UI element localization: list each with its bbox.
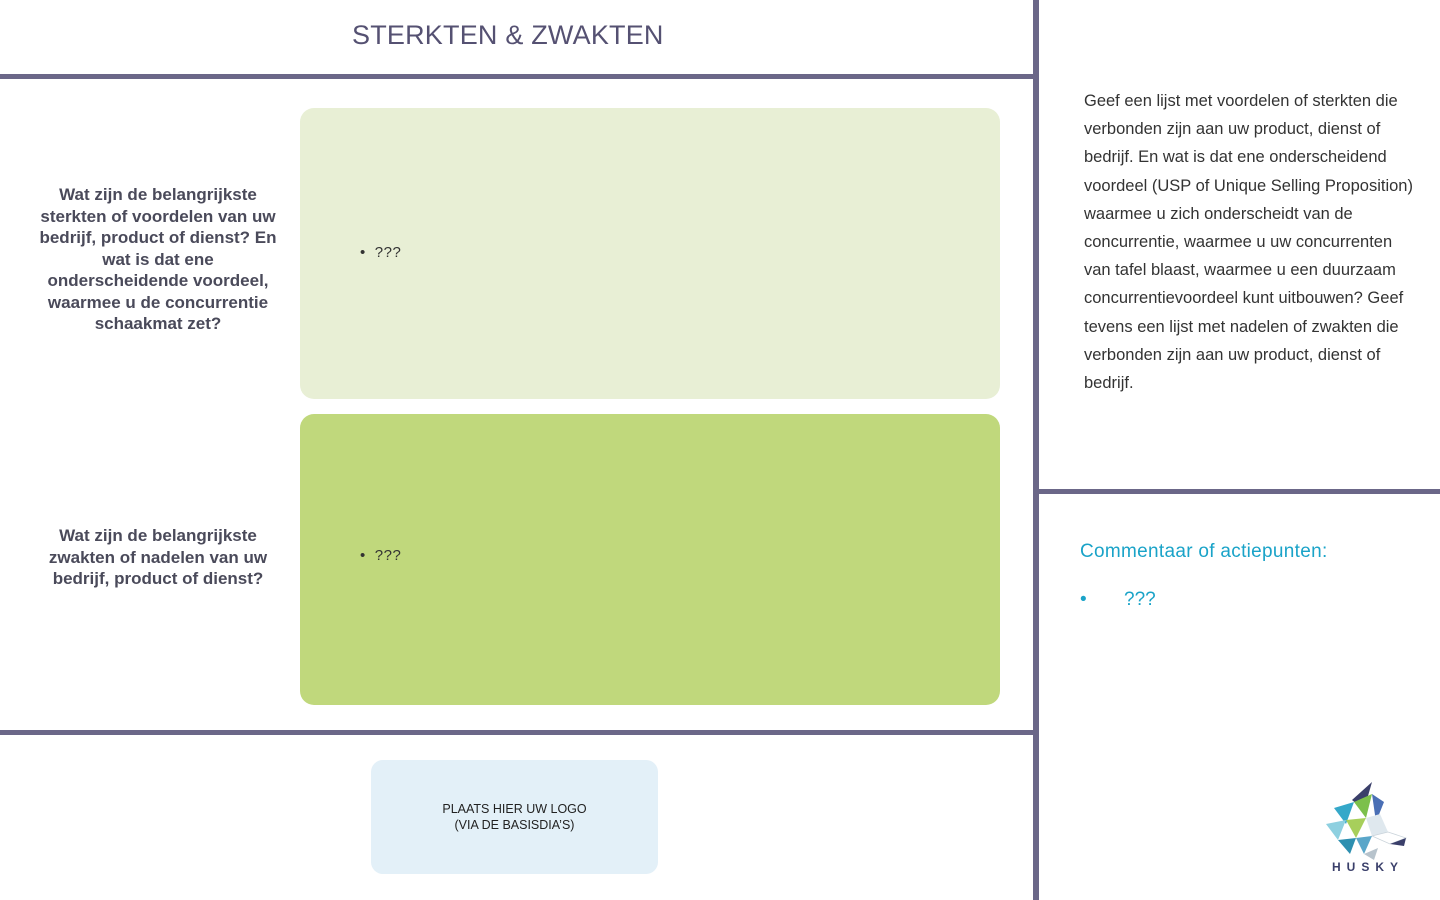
logo-placeholder[interactable] [371,760,658,874]
logo-placeholder-line1: PLAATS HIER UW LOGO [442,802,587,816]
brand-name: HUSKY [1331,860,1404,874]
page-title: STERKTEN & ZWAKTEN [352,20,664,50]
weaknesses-panel[interactable] [300,414,1000,705]
weaknesses-item-text: ??? [374,547,402,564]
bullet-icon: • [360,244,366,261]
header-divider [0,74,1036,79]
bullet-icon: • [360,547,366,564]
vertical-divider [1033,0,1039,900]
right-panel-divider [1039,489,1440,494]
weaknesses-question: Wat zijn de belangrijkste zwakten of nadelen van uw bedrijf, product of dienst? [48,526,268,588]
strengths-panel[interactable] [300,108,1000,399]
comments-list-item[interactable] [1080,589,1156,611]
instructions-text: Geef een lijst met voordelen of sterkten die verbonden zijn aan uw product, dienst of bedrijf. En wat is dat ene onderscheidend voordeel (USP of Unique Selling Proposition) waarmee u zich onderscheidt van de concurrentie, waarmee u uw concurrenten van tafel blaast, waarmee u een duurzaam concurrentievoordeel kunt uitbouwen? Geef tevens een lijst met nadelen of zwakten die verbonden zijn aan uw product, dienst of bedrijf. [1084,92,1413,393]
footer-divider [0,730,1036,735]
strengths-list-item[interactable] [360,244,401,261]
comments-heading: Commentaar of actiepunten: [1080,541,1328,562]
logo-placeholder-line2: (VIA DE BASISDIA’S) [454,818,575,832]
weaknesses-list-item[interactable] [360,547,401,564]
bullet-icon: • [1080,589,1087,610]
strengths-question: Wat zijn de belangrijkste sterkten of voordelen van uw bedrijf, product of dienst? En wat is dat ene onderscheidende voordeel, waarmee u de concurrentie schaakmat zet? [39,185,277,333]
comments-item-text: ??? [1124,589,1156,610]
strengths-item-text: ??? [374,244,402,261]
